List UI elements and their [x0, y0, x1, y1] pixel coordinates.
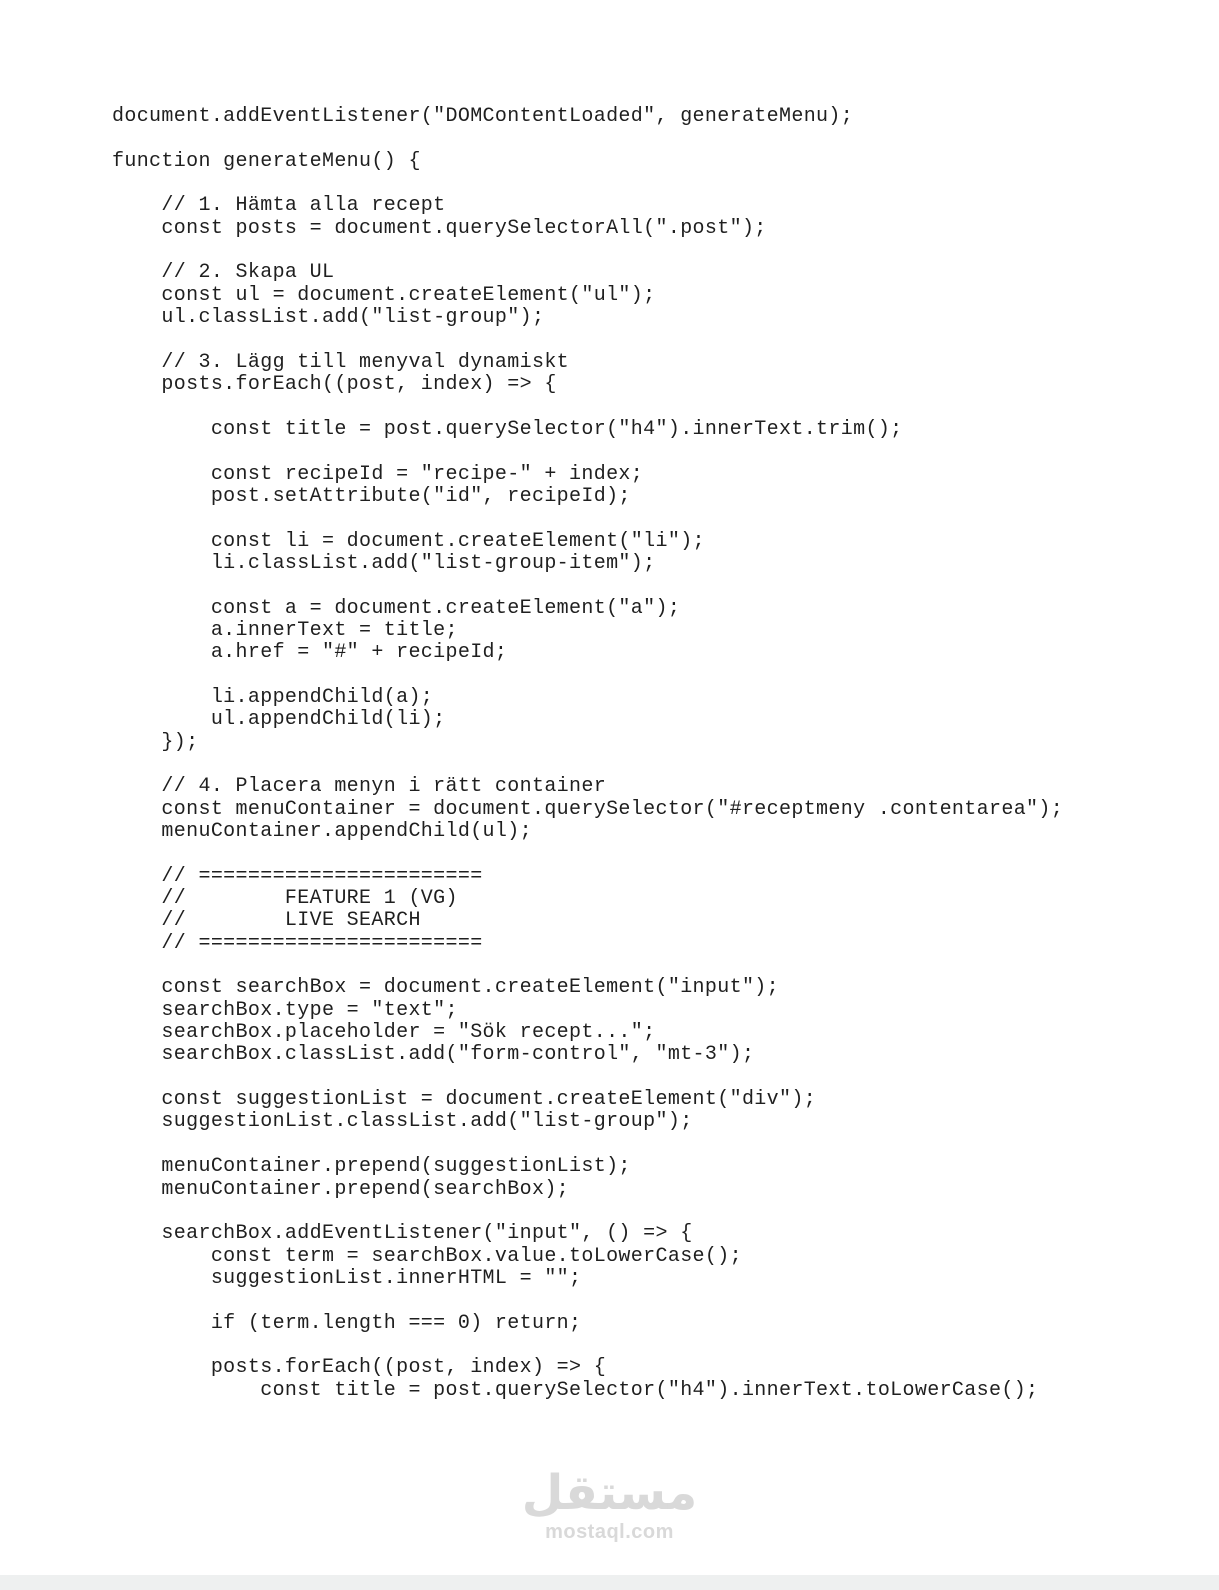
code-line: searchBox.type = "text";	[112, 998, 458, 1022]
code-line	[112, 665, 1063, 687]
code-line: document.addEventListener("DOMContentLoaded", generateMenu);	[112, 105, 854, 128]
watermark	[0, 1465, 1219, 1543]
code-line: const title = post.querySelector("h4").innerText.toLowerCase();	[112, 1378, 1039, 1402]
code-line: post.setAttribute("id", recipeId);	[112, 484, 631, 508]
code-line: li.appendChild(a);	[112, 685, 434, 709]
code-line: posts.forEach((post, index) => {	[112, 1356, 607, 1380]
code-line	[112, 128, 1063, 150]
code-line: posts.forEach((post, index) => {	[112, 373, 557, 397]
code-line: // =======================	[112, 931, 483, 955]
code-line: const title = post.querySelector("h4").innerText.trim();	[112, 417, 903, 441]
code-line: a.href = "#" + recipeId;	[112, 641, 508, 665]
code-line: const suggestionList = document.createElement("div");	[112, 1088, 817, 1112]
code-line: const posts = document.querySelectorAll(".post");	[112, 216, 767, 240]
code-line: a.innerText = title;	[112, 618, 458, 642]
code-line	[112, 1290, 1063, 1312]
code-line	[112, 575, 1063, 597]
code-line: // 3. Lägg till menyval dynamiskt	[112, 350, 570, 374]
code-line	[112, 754, 1063, 776]
code-line: menuContainer.prepend(searchBox);	[112, 1177, 570, 1201]
code-line	[112, 173, 1063, 195]
code-line: // LIVE SEARCH	[112, 909, 421, 933]
code-line	[112, 1335, 1063, 1357]
code-line: suggestionList.classList.add("list-group");	[112, 1110, 693, 1134]
code-line: const li = document.createElement("li");	[112, 529, 705, 553]
bottom-strip	[0, 1575, 1219, 1590]
code-line: // =======================	[112, 864, 483, 888]
code-line: searchBox.addEventListener("input", () => {	[112, 1222, 693, 1246]
code-line: suggestionList.innerHTML = "";	[112, 1266, 582, 1290]
code-line: // 2. Skapa UL	[112, 261, 335, 285]
code-line	[112, 1201, 1063, 1223]
code-line: // FEATURE 1 (VG)	[112, 887, 458, 911]
code-line: ul.appendChild(li);	[112, 708, 446, 732]
code-line	[112, 843, 1063, 865]
code-line	[112, 508, 1063, 530]
code-line	[112, 441, 1063, 463]
code-line: searchBox.placeholder = "Sök recept...";	[112, 1021, 656, 1045]
code-line: const a = document.createElement("a");	[112, 596, 681, 620]
watermark-domain: mostaql.com	[545, 1521, 674, 1543]
code-line: if (term.length === 0) return;	[112, 1311, 582, 1335]
code-listing	[112, 106, 1063, 1402]
code-line	[112, 396, 1063, 418]
code-line: const recipeId = "recipe-" + index;	[112, 462, 644, 486]
code-line	[112, 240, 1063, 262]
code-line: menuContainer.appendChild(ul);	[112, 820, 532, 843]
code-line	[112, 1134, 1063, 1156]
code-line	[112, 1067, 1063, 1089]
code-line: const menuContainer = document.querySelector("#receptmeny .contentarea");	[112, 797, 1064, 821]
code-line: const searchBox = document.createElement("input");	[112, 976, 780, 1000]
code-line: searchBox.classList.add("form-control", "mt-3");	[112, 1043, 755, 1067]
code-line: const term = searchBox.value.toLowerCase();	[112, 1244, 742, 1268]
code-line: const ul = document.createElement("ul");	[112, 283, 656, 307]
code-line: // 1. Hämta alla recept	[112, 194, 446, 218]
code-line: });	[112, 730, 199, 754]
code-line: menuContainer.prepend(suggestionList);	[112, 1155, 631, 1179]
code-line: // 4. Placera menyn i rätt container	[112, 775, 607, 799]
code-line: ul.classList.add("list-group");	[112, 306, 545, 330]
code-line	[112, 955, 1063, 977]
code-line: function generateMenu() {	[112, 149, 421, 173]
watermark-logo: مستقل	[521, 1465, 698, 1521]
code-line: li.classList.add("list-group-item");	[112, 551, 656, 575]
code-line	[112, 329, 1063, 351]
